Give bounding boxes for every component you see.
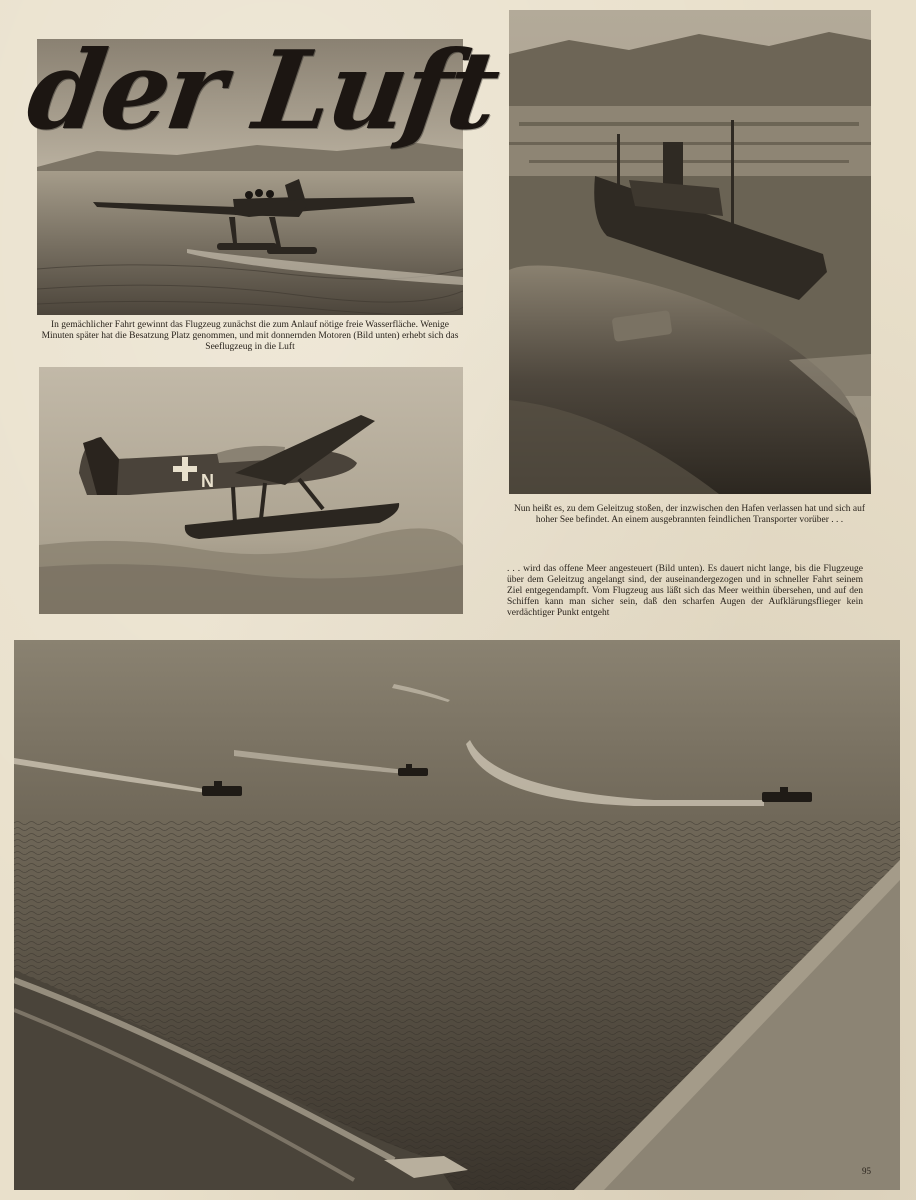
headline: der Luft	[20, 28, 504, 154]
photo-convoy-at-sea	[14, 640, 900, 1190]
photo-seaplane-in-flight	[39, 367, 463, 614]
photo-harbor-transport-ship	[509, 10, 871, 494]
caption-open-sea: . . . wird das offene Meer angesteuert (Bild unten). Es dauert nicht lange, bis die Flugzeuge über dem Geleitzug angelangt sind, der auseinandergezogen und in schneller Fahrt seinem Ziel entgegendampft. Vom Flugzeug aus läßt sich das Meer weithin übersehen, und auf den Schiffen kann man sicher sein, daß den scharfen Augen der Aufklärungsflieger kein verdächtiger Punkt entgeht	[507, 564, 863, 618]
caption-harbor: Nun heißt es, zu dem Geleitzug stoßen, der inzwischen den Hafen verlassen hat und sich auf hoher See befindet. An einem ausgebrannten feindlichen Transporter vorüber . . .	[513, 504, 866, 525]
aircraft-marking: N	[201, 471, 214, 491]
caption-takeoff: In gemächlicher Fahrt gewinnt das Flugzeug zunächst die zum Anlauf nötige freie Wasserfläche. Wenige Minuten später hat die Besatzung Platz genommen, und mit donnernden Motoren (Bild unten) erhebt sich das Seeflugzeug in die Luft	[41, 320, 459, 352]
page-number: 95	[862, 1166, 871, 1176]
